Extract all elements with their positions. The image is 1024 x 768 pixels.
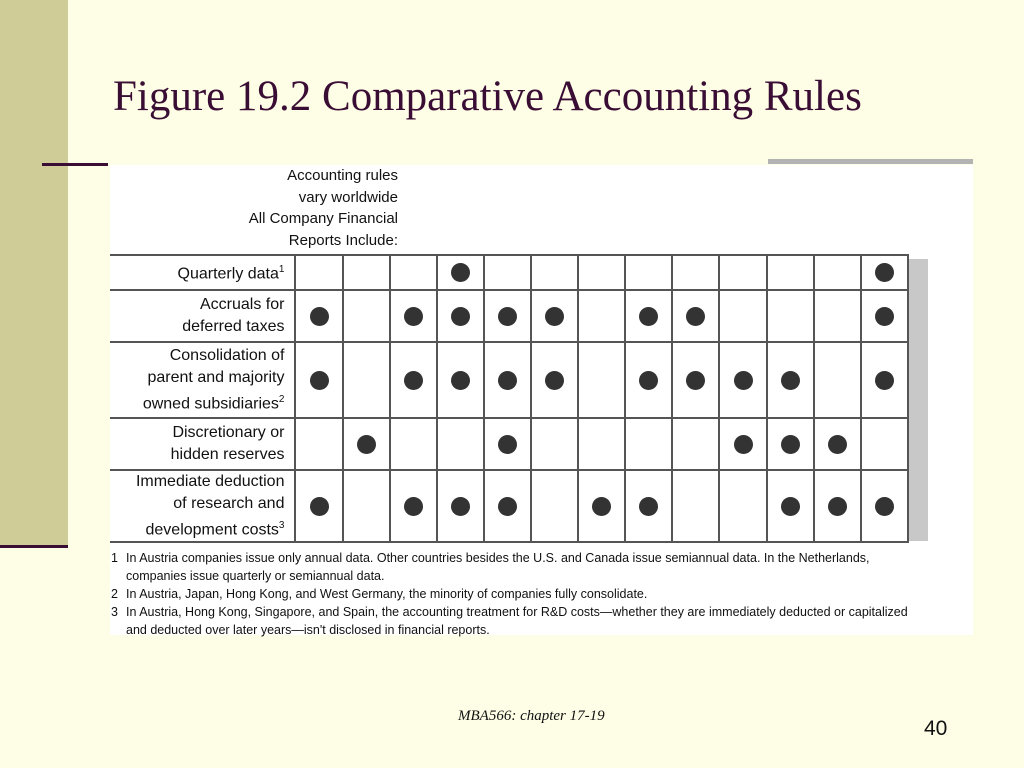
table-row [110, 418, 908, 470]
included-dot [781, 497, 800, 516]
footnote-number: 2 [111, 587, 118, 601]
row-label-line: Quarterly data$^1$ [177, 264, 285, 283]
footnotes [110, 549, 908, 639]
row-label [110, 418, 295, 470]
included-dot [875, 263, 894, 282]
table-row [110, 255, 908, 290]
grid-cell [295, 255, 342, 290]
footnote-line: companies issue quarterly or semiannual data. [126, 569, 385, 583]
grid-cell [437, 470, 484, 542]
grid-cell [390, 470, 437, 542]
grid-cell [719, 342, 766, 418]
grid-cell [672, 255, 719, 290]
grid-cell [578, 290, 625, 342]
included-dot [639, 497, 658, 516]
included-dot [451, 263, 470, 282]
figure-top-rule [768, 159, 973, 164]
grid-cell [578, 418, 625, 470]
table-row [110, 290, 908, 342]
grid-cell [672, 290, 719, 342]
grid-cell [437, 342, 484, 418]
included-dot [357, 435, 376, 454]
slide-title: Figure 19.2 Comparative Accounting Rules [113, 73, 862, 120]
grid-cell [719, 418, 766, 470]
row-label-line: Immediate deduction [135, 473, 285, 490]
included-dot [828, 435, 847, 454]
intro-line: Accounting rules [287, 167, 398, 184]
grid-cell [814, 418, 861, 470]
grid-cell [390, 255, 437, 290]
figure-intro-label [249, 165, 398, 251]
grid-cell [484, 255, 531, 290]
grid-cell [295, 418, 342, 470]
grid-cell [767, 470, 814, 542]
included-dot [545, 371, 564, 390]
footnote-number: 3 [111, 605, 118, 619]
included-dot [828, 497, 847, 516]
grid-cell [672, 470, 719, 542]
grid-cell [625, 255, 672, 290]
footnote-line: 2 In Austria, Japan, Hong Kong, and West Germany, the minority of companies fully consolidate. [111, 587, 648, 601]
grid-cell [578, 342, 625, 418]
included-dot [451, 497, 470, 516]
row-label [110, 342, 295, 418]
included-dot [875, 371, 894, 390]
grid-cell [767, 255, 814, 290]
grid-cell [814, 342, 861, 418]
intro-line: vary worldwide [298, 188, 398, 206]
grid-cell [343, 290, 390, 342]
row-label-line: Accruals for [200, 296, 285, 313]
row-label-line: development costs$^3$ [145, 520, 285, 539]
grid-cell [578, 255, 625, 290]
grid-cell [625, 290, 672, 342]
title-underline [42, 163, 108, 166]
slide-footer: MBA566: chapter 17-19 [458, 708, 605, 724]
grid-cell [531, 255, 578, 290]
included-dot [451, 307, 470, 326]
grid-cell [861, 470, 908, 542]
grid-cell [672, 418, 719, 470]
grid-cell [390, 342, 437, 418]
sidebar-accent-line [0, 545, 68, 548]
row-label-line: Discretionary or [172, 424, 285, 441]
included-dot [686, 307, 705, 326]
grid-cell [814, 290, 861, 342]
grid-cell [531, 418, 578, 470]
grid-cell [719, 255, 766, 290]
grid-cell [390, 418, 437, 470]
included-dot [686, 371, 705, 390]
footnote-marker: 1 [278, 264, 285, 276]
grid-cell [484, 418, 531, 470]
grid-cell [672, 342, 719, 418]
included-dot [592, 497, 611, 516]
included-dot [781, 371, 800, 390]
footnote-number: 1 [111, 551, 118, 565]
footnote-line: and deducted over later years—isn't disclosed in financial reports. [126, 623, 490, 637]
grid-cell [625, 470, 672, 542]
row-label-line: deferred taxes [182, 318, 285, 335]
footnote-line: 3 In Austria, Hong Kong, Singapore, and Spain, the accounting treatment for R&D costs—whether they are immediately deducted or capitalized [111, 605, 908, 619]
grid-cell [295, 290, 342, 342]
grid-cell [531, 290, 578, 342]
included-dot [734, 435, 753, 454]
grid-cell [767, 418, 814, 470]
included-dot [639, 307, 658, 326]
grid-cell [531, 470, 578, 542]
included-dot [498, 307, 517, 326]
table-row [110, 470, 908, 542]
row-label-line: Consolidation of [169, 346, 285, 364]
included-dot [545, 307, 564, 326]
intro-line: All Company Financial [248, 210, 398, 227]
grid-cell [484, 470, 531, 542]
grid-cell [861, 418, 908, 470]
included-dot [781, 435, 800, 454]
row-label-line: of research and [173, 495, 285, 512]
grid-cell [767, 290, 814, 342]
grid-cell [814, 470, 861, 542]
footnote-line: 1 In Austria companies issue only annual data. Other countries besides the U.S. and Canada issue semiannual data. In the Netherlands, [111, 551, 870, 565]
included-dot [310, 371, 329, 390]
included-dot [875, 307, 894, 326]
included-dot [404, 497, 423, 516]
included-dot [498, 371, 517, 390]
included-dot [451, 371, 470, 390]
grid-cell [625, 418, 672, 470]
rules-grid [110, 254, 909, 543]
grid-cell [390, 290, 437, 342]
left-sidebar-band [0, 0, 68, 548]
row-label-line: parent and majority [147, 368, 285, 386]
page-number: 40 [924, 717, 948, 740]
grid-cell [578, 470, 625, 542]
footnote-marker: 3 [278, 520, 285, 531]
included-dot [404, 371, 423, 390]
grid-cell [625, 342, 672, 418]
row-label [110, 255, 295, 290]
grid-cell [719, 290, 766, 342]
included-dot [498, 497, 517, 516]
included-dot [404, 307, 423, 326]
grid-cell [484, 290, 531, 342]
included-dot [639, 371, 658, 390]
accounting-rules-figure [110, 165, 973, 635]
row-label-line: owned subsidiaries$^2$ [142, 393, 285, 413]
grid-cell [343, 342, 390, 418]
table-row [110, 342, 908, 418]
grid-cell [295, 470, 342, 542]
included-dot [310, 497, 329, 516]
grid-cell [861, 290, 908, 342]
included-dot [310, 307, 329, 326]
grid-cell [814, 255, 861, 290]
grid-cell [343, 418, 390, 470]
grid-cell [343, 470, 390, 542]
grid-cell [343, 255, 390, 290]
grid-cell [437, 418, 484, 470]
grid-cell [861, 342, 908, 418]
row-label [110, 290, 295, 342]
footnote-marker: 2 [278, 393, 285, 405]
grid-cell [719, 470, 766, 542]
included-dot [875, 497, 894, 516]
grid-cell [295, 342, 342, 418]
grid-cell [484, 342, 531, 418]
grid-cell [437, 255, 484, 290]
included-dot [734, 371, 753, 390]
row-label [110, 470, 295, 542]
grid-cell [861, 255, 908, 290]
grid-cell [767, 342, 814, 418]
grid-cell [437, 290, 484, 342]
included-dot [498, 435, 517, 454]
intro-line: Reports Include: [288, 231, 398, 249]
row-label-line: hidden reserves [170, 446, 285, 463]
grid-cell [531, 342, 578, 418]
